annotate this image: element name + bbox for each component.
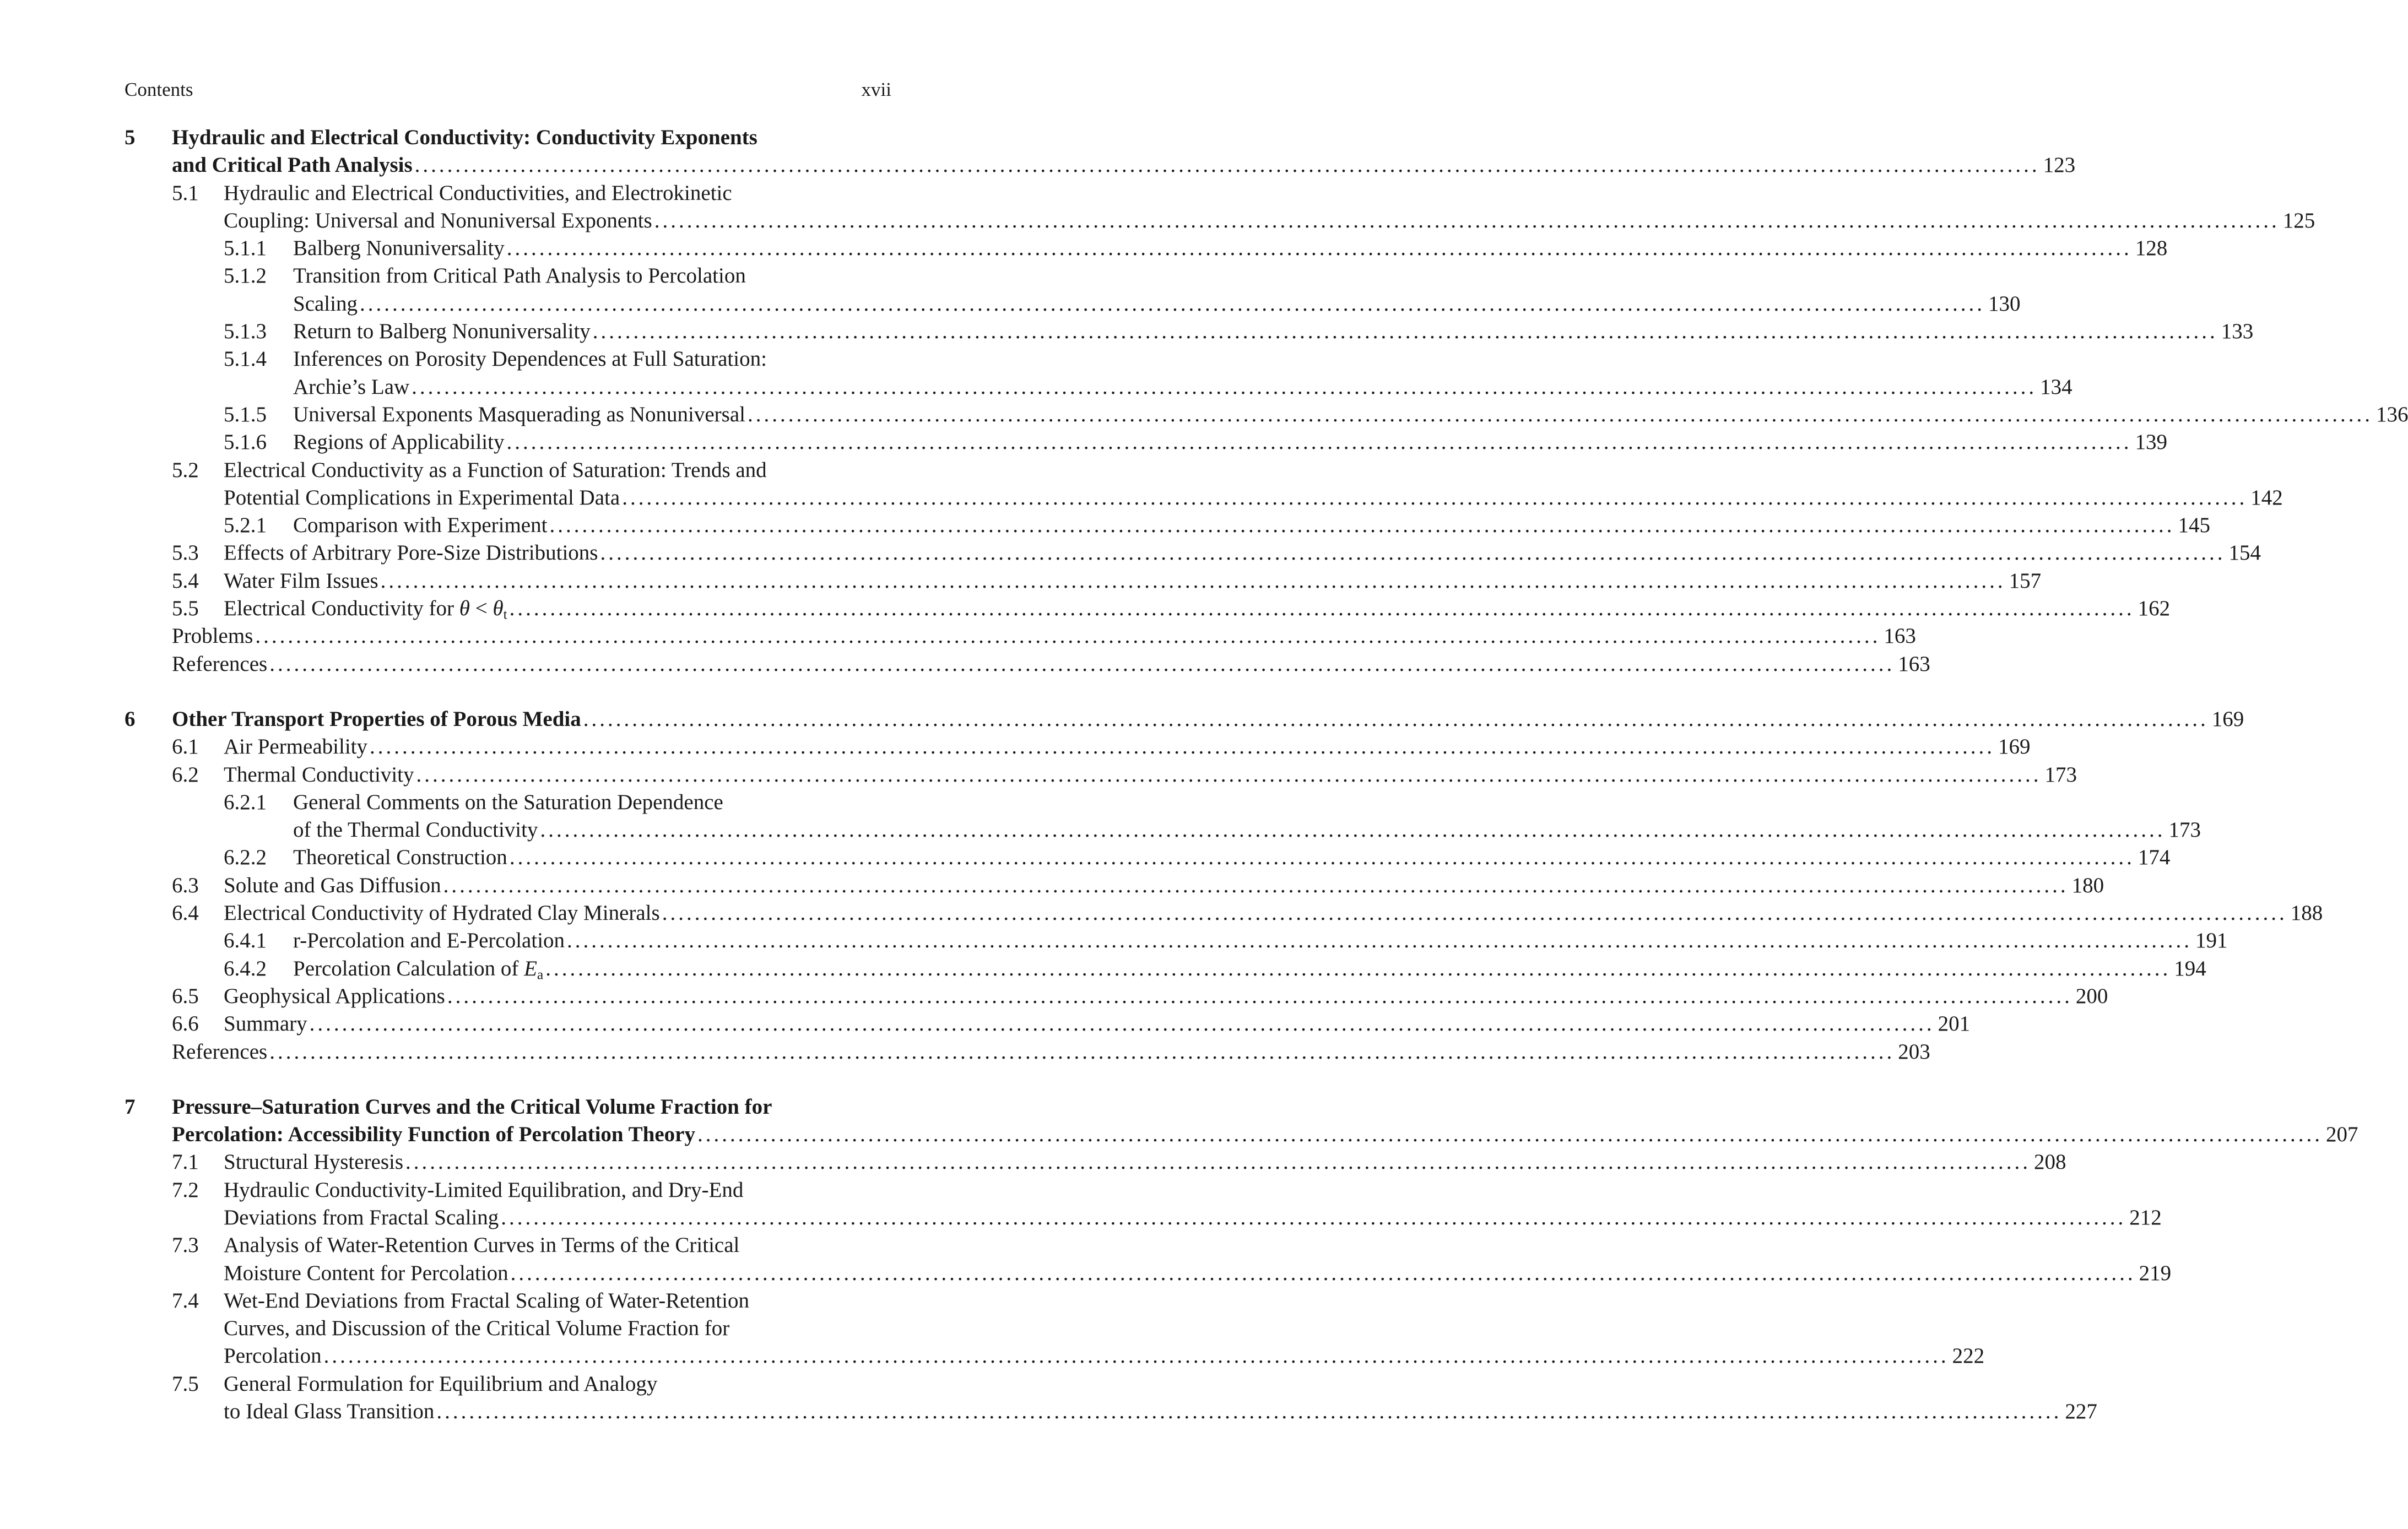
entry-title-text: General Comments on the Saturation Dependence [293, 790, 723, 814]
entry-line [172, 151, 2076, 179]
entry-page-number: 162 [2138, 597, 2171, 621]
entry-title-text: of the Thermal Conductivity [293, 818, 538, 842]
running-header [125, 79, 891, 101]
section-entry[interactable] [125, 595, 2171, 622]
entry-page-number: 200 [2075, 984, 2108, 1008]
entry-line [224, 207, 2315, 235]
entry-title-text: Percolation: Accessibility Function of Percolation Theory [172, 1123, 695, 1147]
entry-title-text: Coupling: Universal and Nonuniversal Exponents [224, 208, 652, 232]
entry-page-number: 157 [2009, 568, 2042, 593]
entry-page-number: 219 [2139, 1261, 2172, 1285]
entry-title-text: Effects of Arbitrary Pore-Size Distributions [224, 541, 598, 565]
entry-line [293, 401, 2408, 429]
entry-line [224, 567, 2042, 595]
entry-line [224, 1232, 891, 1259]
section-number: 7.5 [172, 1371, 199, 1396]
entry-line [224, 484, 2283, 512]
dot-leader [447, 983, 2072, 1010]
entry-line [172, 1121, 2358, 1148]
entry-page-number: 163 [1898, 652, 1930, 676]
entry-page-number: 139 [2135, 430, 2167, 454]
section-entry[interactable] [125, 761, 2077, 789]
dot-leader [583, 706, 2209, 733]
entry-title-text: Potential Complications in Experimental Data [224, 485, 620, 509]
entry-title-text: Air Permeability [224, 735, 368, 759]
chapter-entry[interactable] [125, 1093, 2358, 1149]
section-number: 5.1.2 [224, 264, 267, 288]
entry-title-text: Moisture Content for Percolation [224, 1261, 508, 1285]
entry-page-number: 194 [2174, 956, 2206, 980]
section-entry[interactable] [125, 1010, 1971, 1038]
entry-line [224, 733, 2031, 761]
dot-leader [654, 207, 2280, 235]
entry-line [172, 622, 1916, 650]
section-number: 5.2.1 [224, 513, 267, 538]
entry-line [293, 345, 891, 373]
dot-leader [697, 1121, 2323, 1148]
chapter-block [125, 1093, 2358, 1426]
entry-title-text: Percolation Calculation of $E_a$ [293, 956, 544, 982]
entry-title-text: Inferences on Porosity Dependences at Full Saturation: [293, 347, 767, 371]
subsection-entry[interactable] [125, 429, 2167, 456]
entry-title-text: Structural Hysteresis [224, 1150, 404, 1174]
entry-line [224, 1398, 2097, 1425]
entry-page-number: 154 [2228, 541, 2261, 565]
entry-title-text: Other Transport Properties of Porous Media [172, 707, 581, 731]
entry-title-text: Geophysical Applications [224, 984, 445, 1008]
dot-leader [549, 512, 2174, 539]
entry-page-number: 123 [2043, 153, 2076, 177]
dot-leader [510, 844, 2135, 871]
entry-title-text: Hydraulic Conductivity-Limited Equilibration, and Dry-End [224, 1178, 744, 1202]
entry-title-text: Summary [224, 1012, 307, 1036]
entry-page-number: 125 [2282, 208, 2315, 232]
section-entry[interactable] [125, 1148, 2066, 1176]
section-number: 6.4 [172, 901, 199, 925]
dot-leader [567, 927, 2192, 955]
entry-line [224, 180, 891, 207]
entry-title-text: Transition from Critical Path Analysis to Percolation [293, 264, 746, 288]
dot-leader [443, 872, 2069, 899]
dot-leader [255, 622, 1880, 650]
entry-line [224, 983, 2108, 1010]
entry-line [224, 1260, 2172, 1287]
dot-leader [405, 1148, 2031, 1176]
entry-title-text: Universal Exponents Masquerading as Nonuniversal [293, 402, 745, 426]
entry-title-text: Electrical Conductivity for $\theta < \theta_t$ [224, 597, 507, 622]
section-number: 5.4 [172, 568, 199, 593]
entry-page-number: 169 [1998, 735, 2031, 759]
entry-page-number: 173 [2044, 762, 2077, 787]
dot-leader [540, 816, 2165, 844]
chapter-block [125, 124, 2408, 678]
math-expression: $E_a$ [524, 956, 544, 982]
entry-line [293, 816, 2201, 844]
section-number: 5.2 [172, 458, 199, 482]
chapter-number: 6 [125, 707, 136, 731]
entry-line [224, 595, 2171, 622]
entry-line [293, 429, 2167, 456]
dot-leader [501, 1204, 2126, 1232]
entry-title-text: General Formulation for Equilibrium and Analogy [224, 1371, 658, 1396]
section-number: 5.1.6 [224, 430, 267, 454]
entry-page-number: 212 [2129, 1205, 2162, 1229]
entry-title-text: References [172, 652, 268, 676]
subsection-entry[interactable] [125, 844, 2171, 871]
entry-title-text: Curves, and Discussion of the Critical Volume Fraction for [224, 1316, 730, 1341]
section-number: 6.5 [172, 984, 199, 1008]
entry-page-number: 169 [2211, 707, 2244, 731]
chapter-entry[interactable] [125, 124, 2076, 180]
entry-line [224, 899, 2323, 927]
dot-leader [593, 318, 2218, 345]
entry-line [172, 1038, 1930, 1066]
subsection-entry[interactable] [125, 262, 2021, 318]
entry-line [293, 512, 2210, 539]
entry-title-text: References [172, 1039, 268, 1064]
entry-line [224, 1370, 891, 1398]
dot-leader [506, 429, 2131, 456]
section-number: 5.5 [172, 597, 199, 621]
section-entry[interactable] [125, 733, 2031, 761]
entry-title-text: Electrical Conductivity as a Function of Saturation: Trends and [224, 458, 767, 482]
entry-page-number: 130 [1988, 291, 2021, 316]
entry-page-number: 133 [2221, 319, 2254, 344]
entry-title-text: Theoretical Construction [293, 845, 507, 870]
entry-line [172, 124, 891, 151]
entry-page-number: 208 [2034, 1150, 2066, 1174]
entry-title-text: Regions of Applicability [293, 430, 505, 454]
entry-title-text: Electrical Conductivity of Hydrated Clay Minerals [224, 901, 660, 925]
entry-page-number: 203 [1898, 1039, 1930, 1064]
dot-leader [436, 1398, 2061, 1425]
entry-page-number: 191 [2195, 929, 2228, 953]
subsection-entry[interactable] [125, 318, 2254, 345]
entry-title-text: Problems [172, 624, 253, 648]
chapter-number: 7 [125, 1094, 136, 1119]
subsection-entry[interactable] [125, 789, 2201, 844]
dot-leader [269, 1038, 1895, 1066]
entry-page-number: 188 [2290, 901, 2323, 925]
entry-page-number: 227 [2065, 1400, 2097, 1424]
section-entry[interactable] [125, 539, 2261, 567]
entry-line [293, 235, 2168, 262]
dot-leader [662, 899, 2287, 927]
dot-leader [507, 235, 2132, 262]
dot-leader [370, 733, 1995, 761]
section-number: 6.6 [172, 1012, 199, 1036]
dot-leader [324, 1342, 1949, 1370]
chapter-entry[interactable] [125, 706, 2244, 733]
section-entry[interactable] [125, 457, 2283, 512]
section-entry[interactable] [125, 872, 2104, 899]
entry-line [293, 373, 2072, 401]
entry-title-text: Pressure–Saturation Curves and the Critical Volume Fraction for [172, 1094, 772, 1119]
entry-title-text: Deviations from Fractal Scaling [224, 1205, 499, 1229]
entry-title-text: Hydraulic and Electrical Conductivities, and Electrokinetic [224, 181, 732, 205]
dot-leader [510, 595, 2135, 622]
dot-leader [600, 539, 2225, 567]
entry-title-text: Scaling [293, 291, 358, 316]
section-number: 6.4.2 [224, 956, 267, 980]
subsection-entry[interactable] [125, 401, 2408, 429]
entry-line [293, 262, 891, 290]
entry-title-text: Solute and Gas Diffusion [224, 873, 441, 897]
backmatter-entry[interactable] [125, 622, 1916, 650]
section-entry[interactable] [125, 1370, 2097, 1426]
entry-title-text: Balberg Nonuniversality [293, 236, 505, 261]
entry-line [224, 539, 2261, 567]
section-number: 6.2.1 [224, 790, 267, 814]
chapter-number: 5 [125, 126, 136, 149]
subsection-entry[interactable] [125, 955, 2206, 983]
section-entry[interactable] [125, 899, 2323, 927]
section-number: 7.3 [172, 1233, 199, 1257]
entry-page-number: 136 [2375, 402, 2408, 426]
dot-leader [310, 1010, 1935, 1038]
entry-line [224, 1287, 891, 1315]
section-number: 6.2.2 [224, 845, 267, 870]
section-number: 7.1 [172, 1150, 199, 1174]
entry-line [293, 955, 2206, 983]
section-number: 6.1 [172, 735, 199, 759]
section-number: 5.1.3 [224, 319, 267, 344]
section-entry[interactable] [125, 983, 2108, 1010]
entry-title-text: Thermal Conductivity [224, 762, 414, 787]
entry-line [224, 1176, 891, 1204]
section-number: 5.1 [172, 181, 199, 205]
dot-leader [511, 1260, 2136, 1287]
entry-title-text: and Critical Path Analysis [172, 153, 413, 177]
entry-page-number: 201 [1938, 1012, 1971, 1036]
subsection-entry[interactable] [125, 345, 2072, 401]
entry-title-text: to Ideal Glass Transition [224, 1400, 435, 1424]
entry-title-text: r-Percolation and E-Percolation [293, 929, 565, 953]
entry-line [293, 290, 2021, 318]
entry-title-text: Water Film Issues [224, 568, 378, 593]
section-number: 6.2 [172, 762, 199, 787]
entry-page-number: 163 [1884, 624, 1916, 648]
entry-page-number: 145 [2178, 513, 2210, 538]
section-entry[interactable] [125, 180, 2315, 235]
entry-line [224, 457, 891, 484]
section-entry[interactable] [125, 1232, 2172, 1287]
section-entry[interactable] [125, 567, 2042, 595]
entry-page-number: 180 [2071, 873, 2104, 897]
entry-page-number: 207 [2325, 1123, 2358, 1147]
section-number: 6.4.1 [224, 929, 267, 953]
dot-leader [381, 567, 2006, 595]
entry-line [172, 706, 2244, 733]
entry-line [224, 1010, 1971, 1038]
backmatter-entry[interactable] [125, 1038, 1930, 1066]
entry-line [224, 872, 2104, 899]
chapter-block [125, 706, 2323, 1066]
entry-line [172, 1093, 891, 1121]
subsection-entry[interactable] [125, 512, 2210, 539]
entry-title-text: Wet-End Deviations from Fractal Scaling of Water-Retention [224, 1288, 749, 1313]
entry-line [224, 761, 2077, 789]
entry-page-number: 134 [2040, 375, 2072, 399]
entry-line [293, 844, 2171, 871]
entry-title-text: Return to Balberg Nonuniversality [293, 319, 591, 344]
section-entry[interactable] [125, 1176, 2162, 1232]
dot-leader [622, 484, 2247, 512]
table-of-contents [125, 124, 2408, 1425]
entry-page-number: 174 [2138, 845, 2171, 870]
backmatter-entry[interactable] [125, 650, 1930, 678]
section-number: 5.1.4 [224, 347, 267, 371]
section-number: 5.1.5 [224, 402, 267, 426]
dot-leader [415, 151, 2040, 179]
section-number: 7.4 [172, 1288, 199, 1313]
section-entry[interactable] [125, 1287, 1985, 1370]
entry-page-number: 173 [2168, 818, 2201, 842]
entry-title-text: Analysis of Water-Retention Curves in Terms of the Critical [224, 1233, 740, 1257]
section-number: 7.2 [172, 1178, 199, 1202]
subsection-entry[interactable] [125, 235, 2168, 262]
section-number: 5.1.1 [224, 236, 267, 261]
entry-line [293, 789, 891, 816]
entry-line [293, 318, 2254, 345]
dot-leader [412, 373, 2037, 401]
dot-leader [545, 955, 2171, 983]
section-number: 6.3 [172, 873, 199, 897]
subsection-entry[interactable] [125, 927, 2228, 955]
running-header-title: Contents [125, 79, 193, 100]
entry-title-text: Comparison with Experiment [293, 513, 548, 538]
dot-leader [269, 650, 1895, 678]
math-expression: $\theta < \theta_t$ [459, 597, 507, 622]
entry-title-text: Percolation [224, 1344, 322, 1368]
dot-leader [748, 401, 2373, 429]
entry-line [224, 1342, 1985, 1370]
entry-page-number: 128 [2135, 236, 2168, 261]
entry-line [172, 650, 1930, 678]
entry-line [224, 1204, 2162, 1232]
entry-line [293, 927, 2228, 955]
entry-line [224, 1315, 891, 1342]
entry-page-number: 142 [2250, 485, 2283, 509]
entry-page-number: 222 [1952, 1344, 1985, 1368]
page-number: xvii [861, 79, 891, 100]
dot-leader [360, 290, 1985, 318]
entry-title-text: Archie’s Law [293, 375, 410, 399]
dot-leader [416, 761, 2042, 789]
section-number: 5.3 [172, 541, 199, 565]
entry-title-text: Hydraulic and Electrical Conductivity: Conductivity Exponents [172, 126, 757, 149]
entry-line [224, 1148, 2066, 1176]
